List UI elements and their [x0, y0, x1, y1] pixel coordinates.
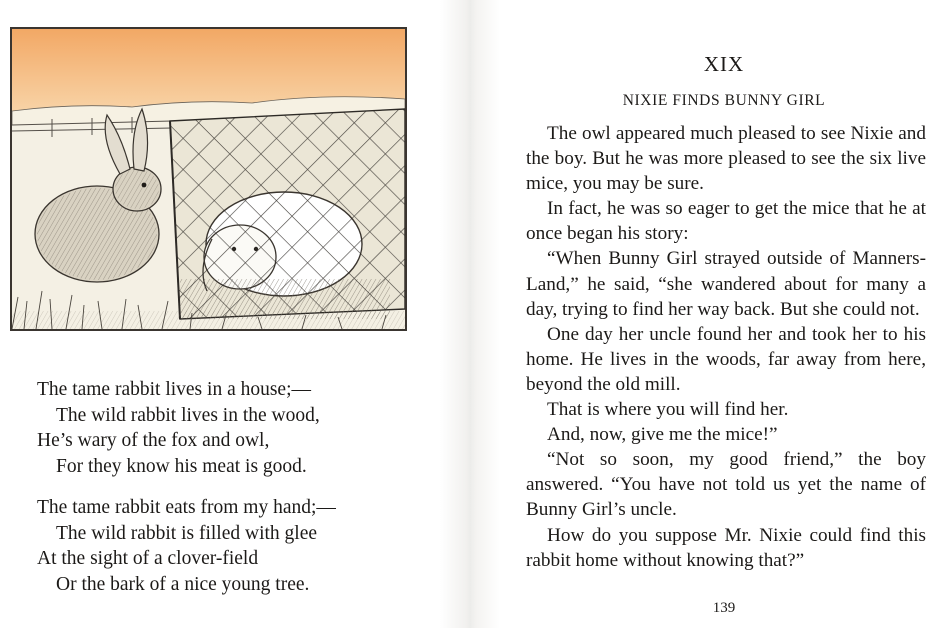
poem-line: Or the bark of a nice young tree. — [56, 573, 310, 595]
right-page — [520, 0, 928, 628]
chapter-body — [526, 121, 926, 573]
poem-stanza-2 — [37, 495, 437, 597]
paragraph: The owl appeared much pleased to see Nixie and the boy. But he was more pleased to see the six live mice, you may be sure. — [526, 123, 926, 195]
poem-line: The tame rabbit lives in a house;— — [37, 379, 312, 400]
paragraph: And, now, give me the mice!” — [547, 424, 778, 446]
chapter-title: NIXIE FINDS BUNNY GIRL — [622, 92, 826, 109]
paragraph: One day her uncle found her and took her to his home. He lives in the woods, far away from here, beyond the old mill. — [526, 323, 926, 395]
page-number: 139 — [712, 600, 736, 616]
rabbits-illustration — [10, 27, 407, 331]
poem-line: At the sight of a clover-field — [37, 548, 259, 569]
poem-line: For they know his meat is good. — [56, 455, 307, 477]
poem-line: He’s wary of the fox and owl, — [37, 430, 270, 451]
poem-line: The tame rabbit eats from my hand;— — [37, 497, 336, 518]
poem-stanza-1 — [37, 377, 437, 479]
poem-line: The wild rabbit is filled with glee — [56, 522, 318, 544]
paragraph: That is where you will find her. — [547, 399, 789, 421]
paragraph: How do you suppose Mr. Nixie could find this rabbit home without knowing that?” — [526, 524, 926, 571]
chapter-number: XIX — [703, 52, 745, 76]
paragraph: “Not so soon, my good friend,” the boy answered. “You have not told us yet the name of Bunny Girl’s uncle. — [526, 449, 926, 521]
paragraph: In fact, he was so eager to get the mice that he at once began his story: — [526, 198, 926, 245]
paragraph: “When Bunny Girl strayed outside of Manners-Land,” he said, “she wandered about for many a day, trying to find her way back. But she could not. — [526, 248, 926, 320]
poem-line: The wild rabbit lives in the wood, — [56, 404, 320, 426]
poem — [37, 377, 437, 613]
